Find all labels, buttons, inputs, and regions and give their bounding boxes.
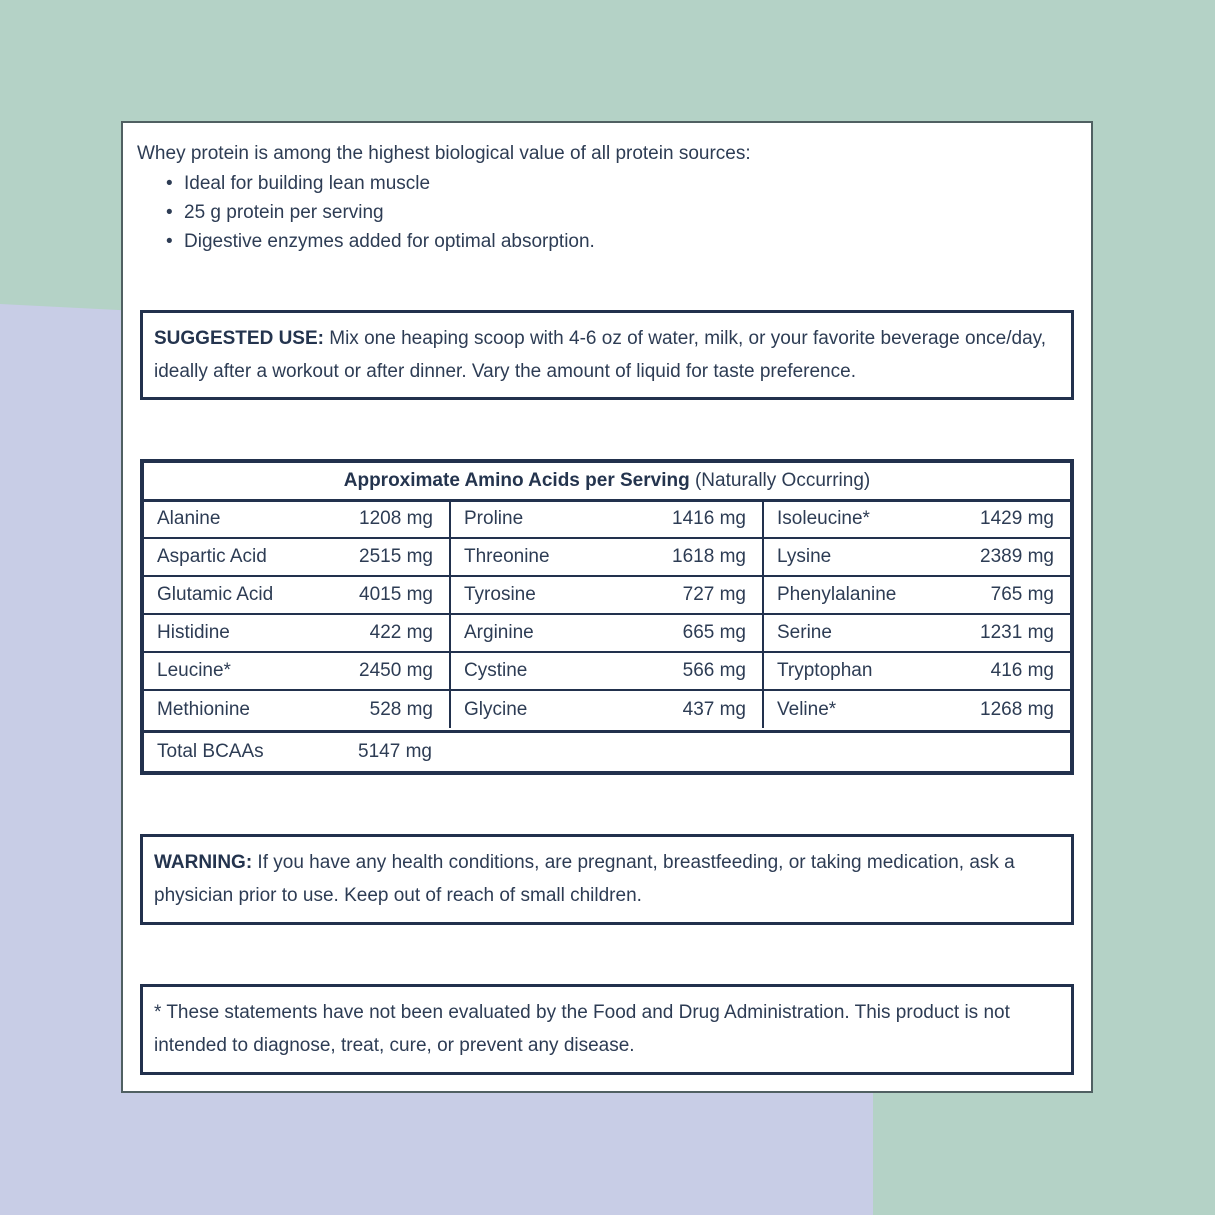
bullet-item: • 25 g protein per serving bbox=[137, 198, 1037, 227]
amino-acids-table bbox=[144, 463, 1070, 728]
amino-name: Tryptophan bbox=[763, 652, 929, 690]
supplement-label-card bbox=[121, 121, 1093, 1093]
amino-value: 2450 mg bbox=[310, 652, 450, 690]
intro-bullet-list bbox=[137, 169, 1037, 256]
fda-disclaimer-text: * These statements have not been evaluated by the Food and Drug Administration. This product is not intended to diagnose, treat, cure, or prevent any disease. bbox=[154, 1002, 1010, 1056]
amino-value: 1231 mg bbox=[929, 614, 1070, 652]
amino-name: Leucine* bbox=[144, 652, 310, 690]
amino-name: Lysine bbox=[763, 538, 929, 576]
amino-row bbox=[144, 538, 1070, 576]
amino-name: Isoleucine* bbox=[777, 508, 870, 530]
amino-value: 566 mg bbox=[617, 652, 763, 690]
amino-name: Cystine bbox=[450, 652, 617, 690]
bullet-item: • Ideal for building lean muscle bbox=[137, 169, 1037, 198]
suggested-use-label: SUGGESTED USE: bbox=[154, 328, 324, 349]
amino-value: 1416 mg bbox=[617, 500, 763, 538]
amino-name: Aspartic Acid bbox=[144, 538, 310, 576]
amino-name: Veline* bbox=[763, 690, 929, 728]
amino-name: Methionine bbox=[144, 690, 310, 728]
amino-acids-table-box bbox=[140, 459, 1074, 775]
amino-value: 1618 mg bbox=[617, 538, 763, 576]
amino-name: Tyrosine bbox=[450, 576, 617, 614]
amino-row bbox=[144, 652, 1070, 690]
amino-table-header-row bbox=[144, 463, 1070, 500]
warning-label: WARNING: bbox=[154, 852, 253, 873]
amino-rows bbox=[144, 500, 1070, 728]
amino-value: 727 mg bbox=[617, 576, 763, 614]
total-bcaas-row bbox=[144, 730, 1070, 771]
suggested-use-text: Mix one heaping scoop with 4-6 oz of water, milk, or your favorite beverage once/day, ideally after a workout or after dinner. Vary the amount of liquid for taste preference. bbox=[154, 328, 1047, 382]
amino-value: 2389 mg bbox=[929, 538, 1070, 576]
total-bcaas-label: Total BCAAs bbox=[157, 741, 264, 762]
amino-name: Threonine bbox=[450, 538, 617, 576]
warning-text: If you have any health conditions, are pregnant, breastfeeding, or taking medication, ask a physician prior to use. Keep out of reach of small children. bbox=[154, 852, 1015, 906]
amino-name: Alanine bbox=[157, 508, 221, 530]
amino-table-title-bold: Approximate Amino Acids per Serving bbox=[343, 469, 690, 491]
bullet-item: • Digestive enzymes added for optimal absorption. bbox=[137, 227, 1037, 256]
amino-value: 422 mg bbox=[310, 614, 450, 652]
amino-table-title-rest: (Naturally Occurring) bbox=[689, 469, 871, 491]
amino-name: Glutamic Acid bbox=[144, 576, 310, 614]
amino-value: 528 mg bbox=[310, 690, 450, 728]
suggested-use-box bbox=[140, 310, 1074, 400]
amino-value: 416 mg bbox=[929, 652, 1070, 690]
amino-row bbox=[144, 690, 1070, 728]
amino-value: 2515 mg bbox=[310, 538, 450, 576]
amino-name: Phenylalanine bbox=[763, 576, 929, 614]
amino-name: Proline bbox=[464, 508, 524, 530]
amino-value: 437 mg bbox=[617, 690, 763, 728]
amino-row bbox=[144, 500, 1070, 538]
amino-value: 4015 mg bbox=[310, 576, 450, 614]
fda-disclaimer-box bbox=[140, 984, 1074, 1075]
amino-row bbox=[144, 614, 1070, 652]
amino-row bbox=[144, 576, 1070, 614]
amino-name: Histidine bbox=[144, 614, 310, 652]
amino-table-title bbox=[144, 463, 1070, 500]
amino-name: Serine bbox=[763, 614, 929, 652]
intro-section bbox=[137, 139, 1037, 256]
amino-value: 1208 mg bbox=[310, 500, 450, 538]
amino-value: 765 mg bbox=[929, 576, 1070, 614]
amino-value: 665 mg bbox=[617, 614, 763, 652]
amino-value: 1268 mg bbox=[929, 690, 1070, 728]
amino-value: 1429 mg bbox=[980, 508, 1054, 530]
amino-name: Arginine bbox=[450, 614, 617, 652]
warning-box bbox=[140, 834, 1074, 925]
total-bcaas-value: 5147 mg bbox=[358, 741, 432, 762]
intro-heading: Whey protein is among the highest biological value of all protein sources: bbox=[137, 143, 751, 164]
amino-name: Glycine bbox=[450, 690, 617, 728]
